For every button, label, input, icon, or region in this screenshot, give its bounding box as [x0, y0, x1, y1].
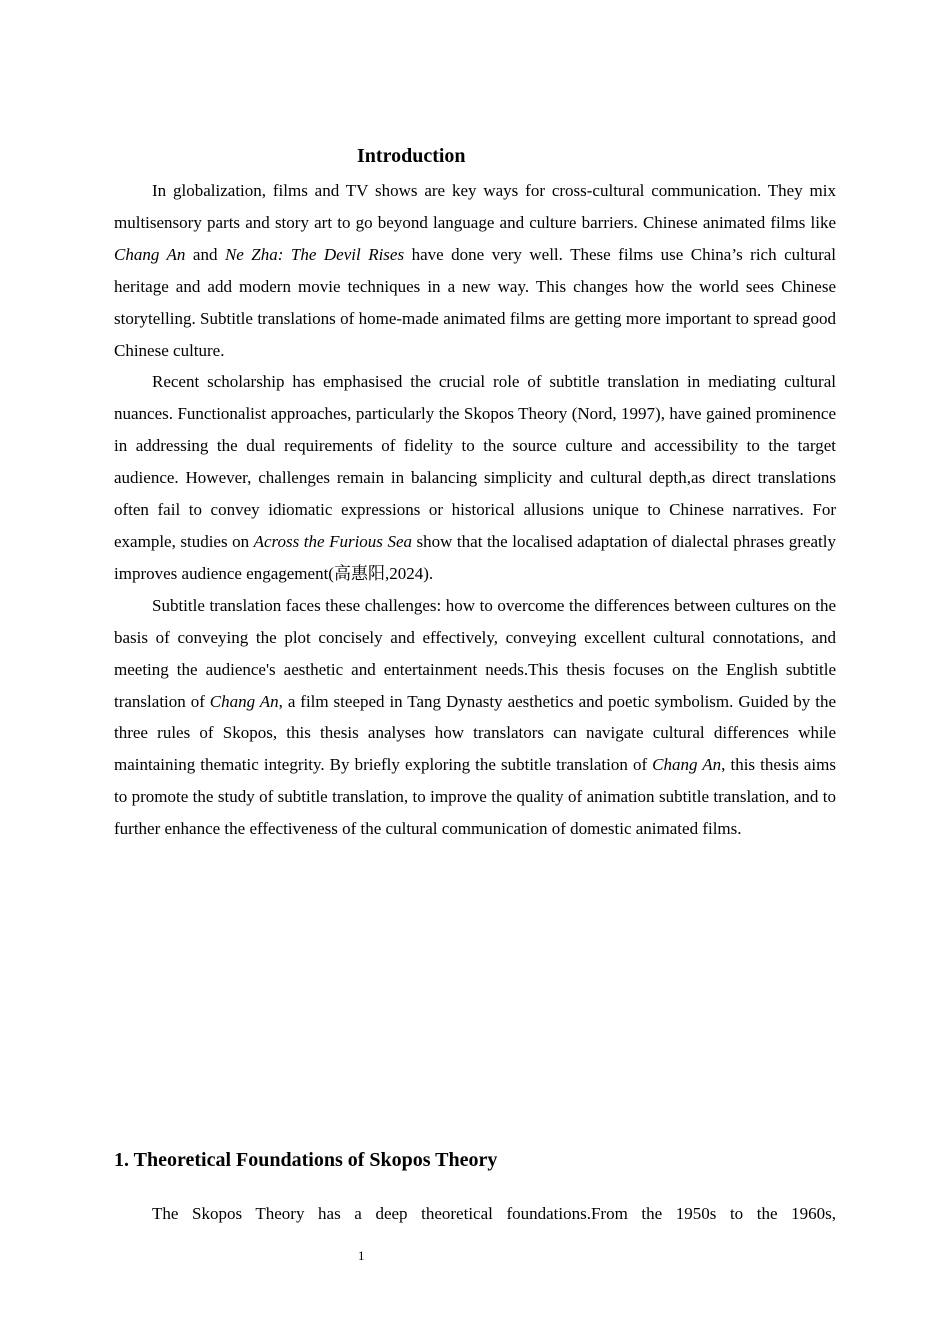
introduction-heading: Introduction	[357, 145, 466, 167]
text-run: Recent scholarship has emphasised the crucial role of subtitle translation in mediating cultural nuances. Functionalist approaches, particularly the Skopos Theory (Nord, 1997), have gained prominence in addressing the dual requirements of fidelity to the source culture and accessibility to the target audience. However, challenges remain in balancing simplicity and cultural depth,as direct translations often fail to convey idiomatic expressions or historical allusions unique to Chinese narratives. For example, studies on	[114, 372, 836, 551]
film-title-across-the-furious-sea: Across the Furious Sea	[253, 531, 412, 551]
section-1-heading: 1. Theoretical Foundations of Skopos Theory	[114, 1149, 498, 1171]
text-run: have done very well. These films use China’s rich cultural heritage and add modern movie techniques in a new way. This changes how the world sees Chinese storytelling. Subtitle translations of home-made animated films are getting more important to spread good Chinese culture.	[114, 244, 837, 360]
introduction-paragraph-1	[114, 175, 836, 366]
introduction-paragraph-3	[114, 590, 836, 845]
text-run: and	[185, 244, 225, 264]
introduction-paragraph-2	[114, 366, 836, 589]
text-run: , a film steeped in Tang Dynasty aesthetics and poetic symbolism. Guided by the three rules of Skopos, this thesis analyses how translators can navigate cultural differences while maintaining thematic integrity. By briefly exploring the subtitle translation of	[114, 691, 837, 775]
text-run: , this thesis aims to promote the study of subtitle translation, to improve the quality of animation subtitle translation, and to further enhance the effectiveness of the cultural communication of domestic animated films.	[114, 755, 836, 839]
film-title-chang-an: Chang An	[652, 755, 722, 775]
section-1-paragraph-1: The Skopos Theory has a deep theoretical foundations.From the 1950s to the 1960s,	[152, 1204, 836, 1223]
film-title-chang-an: Chang An	[209, 691, 279, 711]
introduction-body	[114, 175, 836, 845]
film-title-chang-an: Chang An	[114, 244, 186, 264]
text-run: In globalization, films and TV shows are key ways for cross-cultural communication. They mix multisensory parts and story art to go beyond language and culture barriers. Chinese animated films like	[114, 181, 836, 232]
text-run: show that the localised adaptation of dialectal phrases greatly improves audience engagement(高惠阳,2024).	[114, 531, 836, 583]
page-number: 1	[358, 1248, 365, 1263]
film-title-ne-zha: Ne Zha: The Devil Rises	[224, 244, 405, 264]
text-run: Subtitle translation faces these challenges: how to overcome the differences between cultures on the basis of conveying the plot concisely and effectively, conveying excellent cultural connotations, and meeting the audience's aesthetic and entertainment needs.This thesis focuses on the English subtitle translation of	[114, 595, 836, 711]
section-1-body	[114, 1198, 836, 1230]
